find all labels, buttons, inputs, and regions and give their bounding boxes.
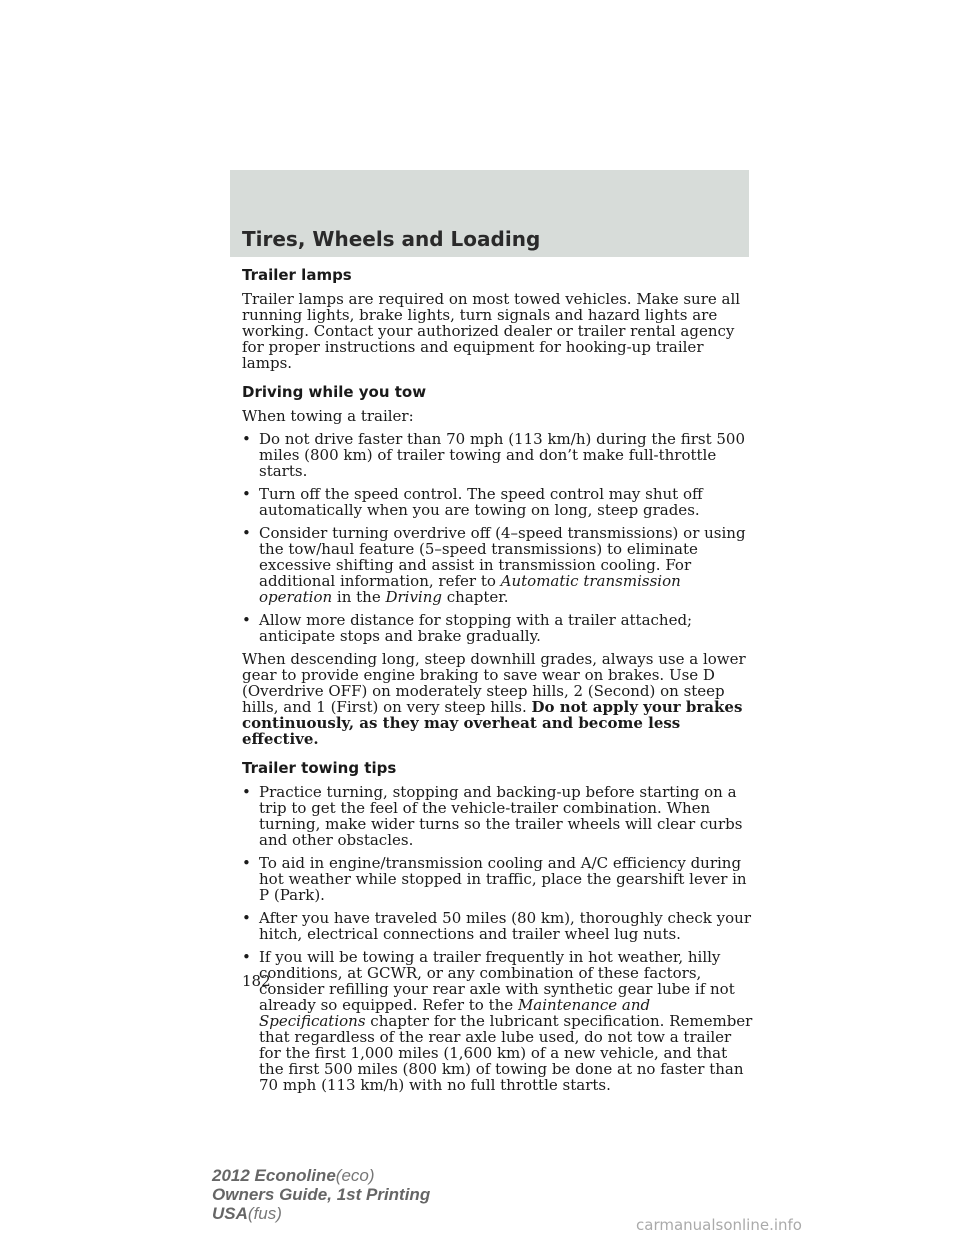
- section-heading-driving-while-you-tow: Driving while you tow: [242, 383, 427, 401]
- bullet-icon: •: [242, 524, 251, 542]
- section-heading-trailer-towing-tips: Trailer towing tips: [242, 759, 397, 777]
- trailer-lamps-paragraph: Trailer lamps are required on most towed vehicles. Make sure all running lights, brake lights, turn signals and hazard lights are working. Contact your authorized dealer or trailer rental agency for proper instructions and equipment for hooking-up trailer lamps.: [242, 290, 741, 372]
- list-item: • After you have traveled 50 miles (80 km), thoroughly check your hitch, electrical connections and trailer wheel lug nuts.: [242, 909, 751, 943]
- driving-bullet-list: [242, 431, 754, 644]
- list-item: • Practice turning, stopping and backing-up before starting on a trip to get the feel of the vehicle-trailer combination. When turning, make wider turns so the trailer wheels will clear curbs and other obstacles.: [242, 783, 743, 849]
- page-content: [242, 266, 754, 1100]
- page-number: 182: [242, 972, 271, 990]
- bullet-icon: •: [242, 485, 251, 503]
- list-item: • Do not drive faster than 70 mph (113 km/h) during the first 500 miles (800 km) of trailer towing and don’t make full-throttle starts.: [242, 430, 745, 480]
- bullet-icon: •: [242, 909, 251, 927]
- chapter-title: Tires, Wheels and Loading: [242, 227, 541, 251]
- towing-intro: When towing a trailer:: [242, 407, 414, 425]
- watermark: carmanualsonline.info: [636, 1216, 802, 1234]
- warning-text: Do not apply your brakes continuously, as they may overheat and become less effective.: [242, 698, 743, 748]
- tips-bullet-list: [242, 784, 754, 1093]
- bullet-icon: •: [242, 948, 251, 966]
- bullet-icon: •: [242, 854, 251, 872]
- bullet-icon: •: [242, 611, 251, 629]
- bullet-icon: •: [242, 783, 251, 801]
- cross-reference-link: Maintenance and Specifications: [259, 996, 651, 1030]
- print-footer: 2012 Econoline(eco) Owners Guide, 1st Printing USA(fus): [212, 1166, 431, 1223]
- section-heading-trailer-lamps: Trailer lamps: [242, 266, 352, 284]
- chapter-header-band: [230, 170, 749, 257]
- list-item: • If you will be towing a trailer frequently in hot weather, hilly conditions, at GCWR, or any combination of these factors, consider refilling your rear axle with synthetic gear lube if not already so equipped. Refer to the Maintenance and Specifications chapter for the lubricant specification. Remember that regardless of the rear axle lube used, do not tow a trailer for the first 1,000 miles (1,600 km) of a new vehicle, and that the first 500 miles (800 km) of towing be done at no faster than 70 mph (113 km/h) with no full throttle starts.: [242, 948, 753, 1094]
- cross-reference-link: Automatic transmission operation: [259, 572, 681, 606]
- list-item: • Turn off the speed control. The speed control may shut off automatically when you are towing on long, steep grades.: [242, 485, 703, 519]
- list-item: • To aid in engine/transmission cooling and A/C efficiency during hot weather while stopped in traffic, place the gearshift lever in P (Park).: [242, 854, 747, 904]
- list-item: • Allow more distance for stopping with a trailer attached; anticipate stops and brake gradually.: [242, 611, 693, 645]
- downhill-paragraph: When descending long, steep downhill grades, always use a lower gear to provide engine braking to save wear on brakes. Use D (Overdrive OFF) on moderately steep hills, 2 (Second) on steep hills, and 1 (First) on very steep hills. Do not apply your brakes continuously, as they may overheat and become less effective.: [242, 650, 746, 748]
- bullet-icon: •: [242, 430, 251, 448]
- cross-reference-link: Driving: [385, 588, 442, 606]
- list-item: • Consider turning overdrive off (4–speed transmissions) or using the tow/haul feature (5–speed transmissions) to eliminate excessive shifting and assist in transmission cooling. For additional information, refer to Automatic transmission operation in the Driving chapter.: [242, 524, 746, 606]
